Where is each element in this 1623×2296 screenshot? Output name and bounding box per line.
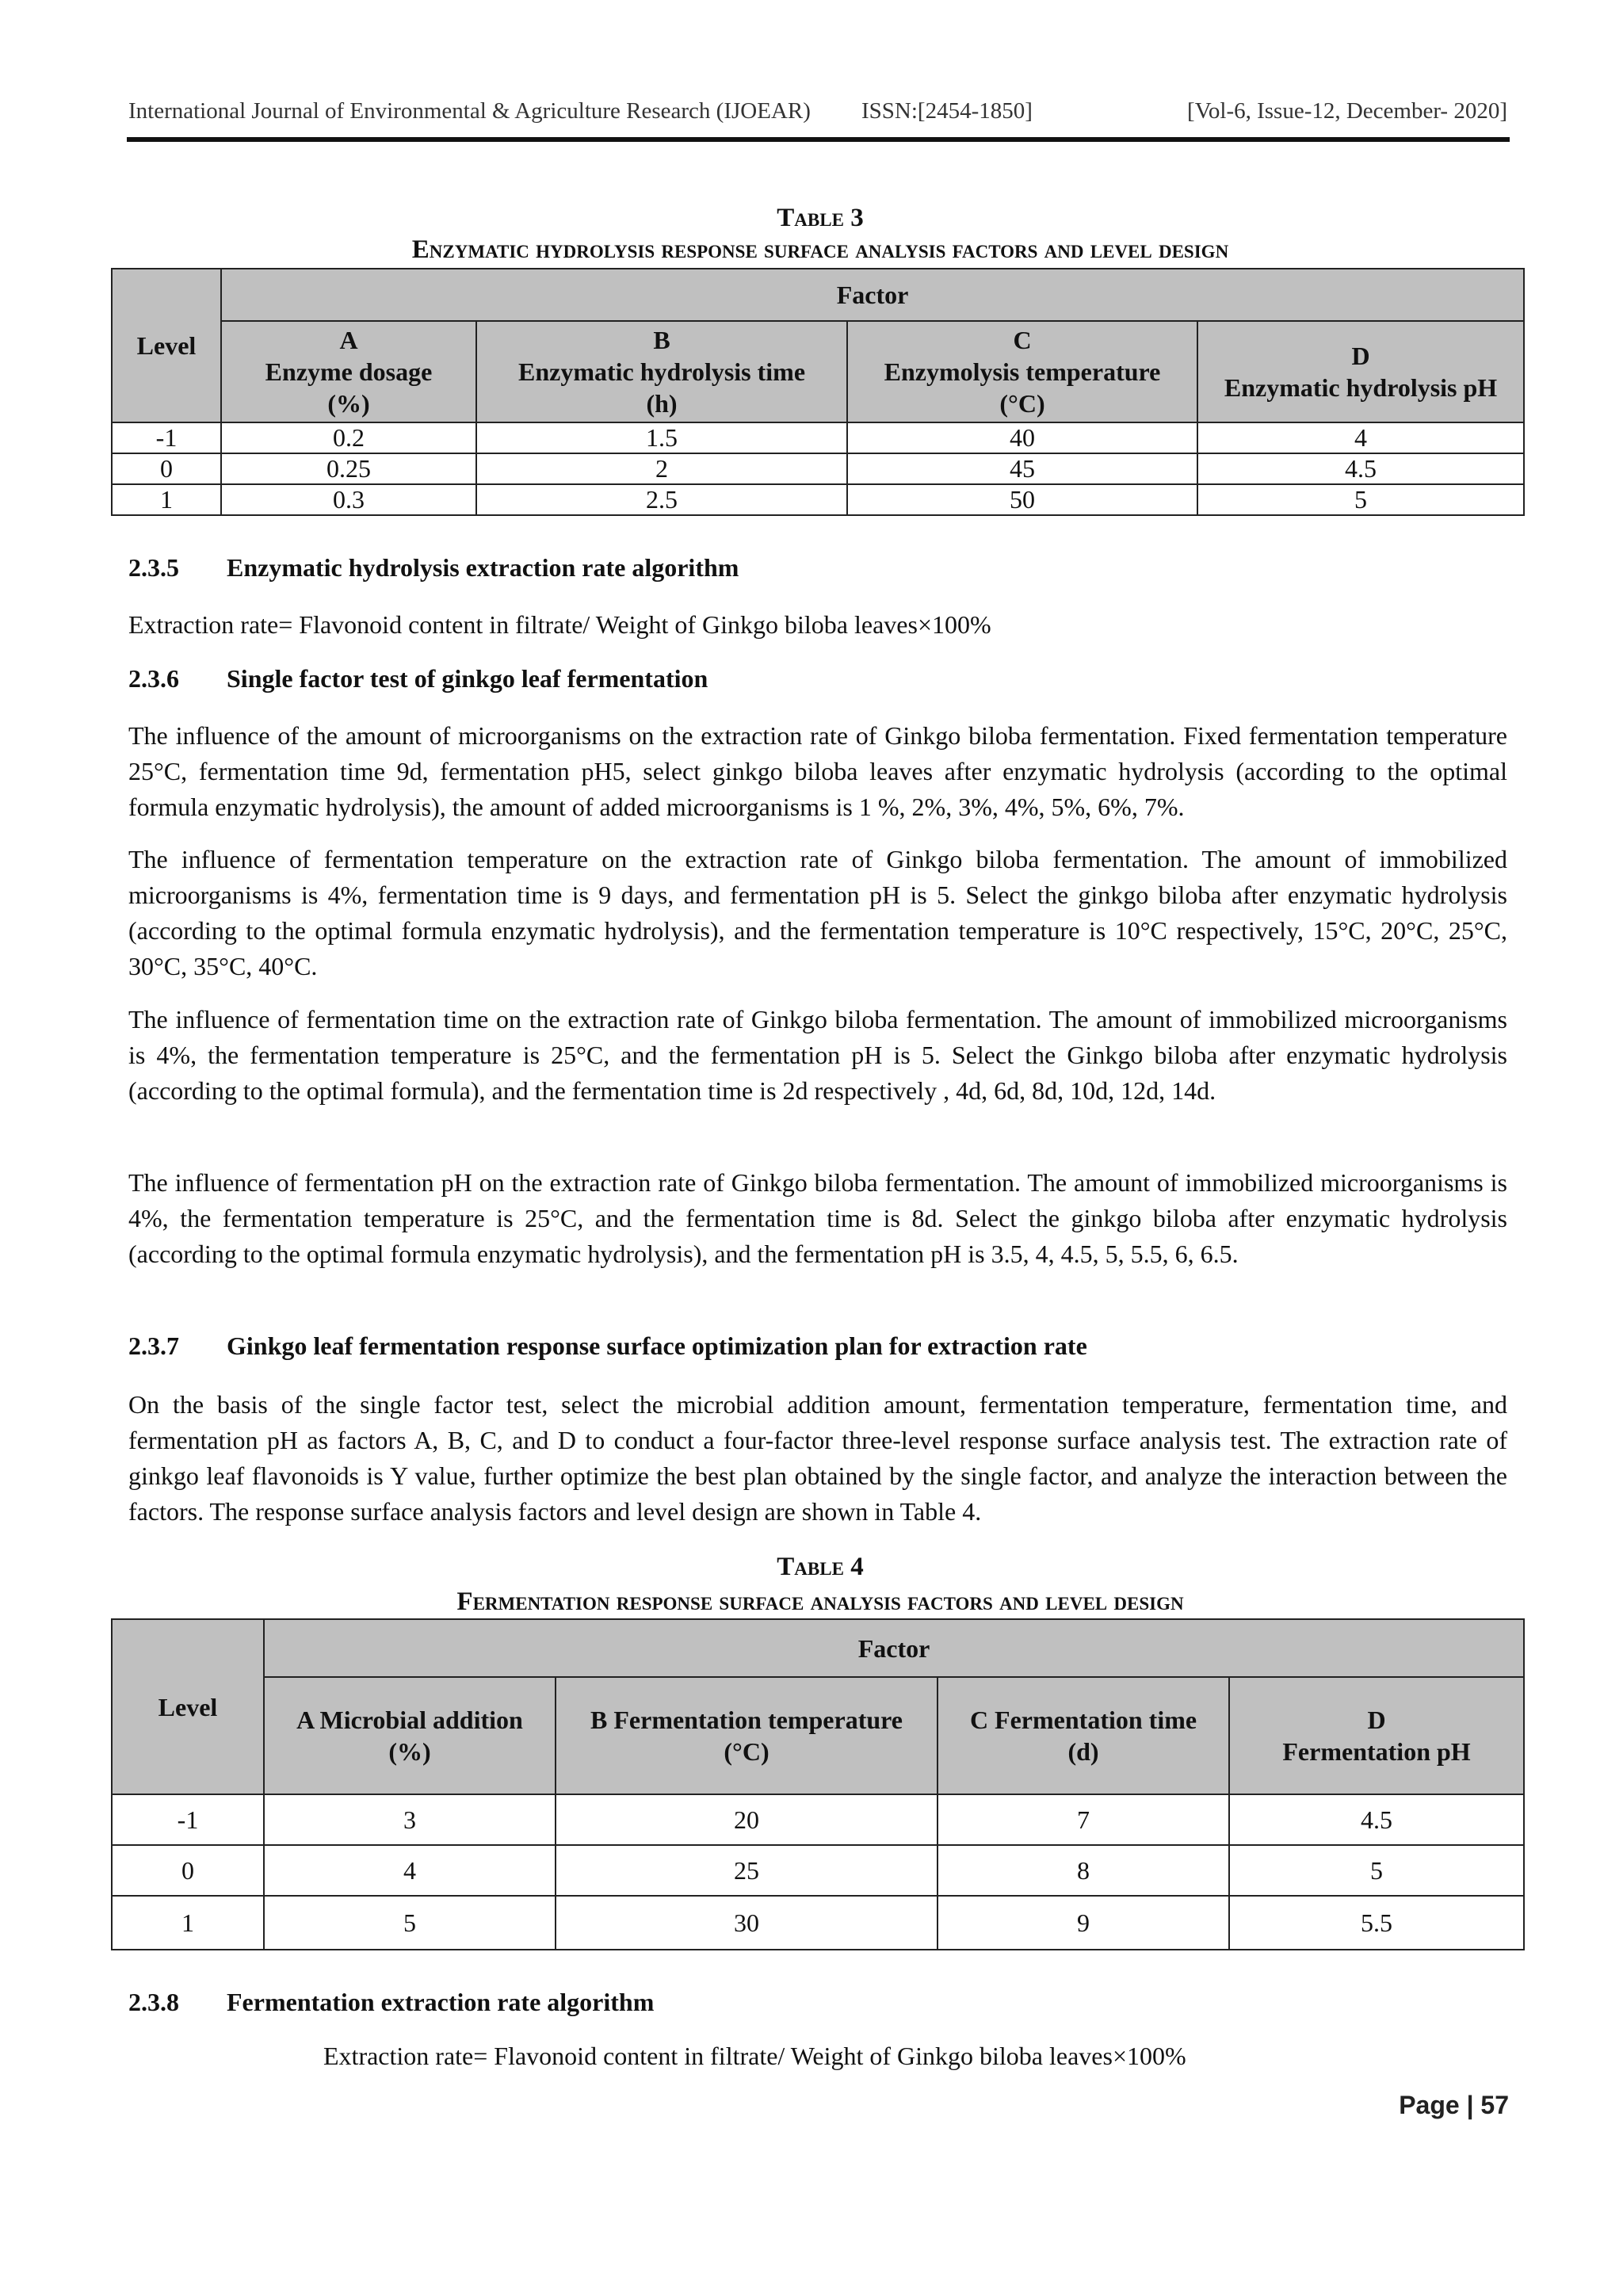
- page-number: Page | 57: [1399, 2091, 1509, 2119]
- table-cell: 1.5: [476, 422, 847, 453]
- table3-col-c: [847, 321, 1197, 422]
- col-name: A Microbial addition: [296, 1706, 523, 1734]
- table4-title: Table 4: [777, 1553, 864, 1581]
- table4-col-d: [1229, 1677, 1524, 1794]
- table-cell: 5: [1197, 484, 1524, 515]
- table-row: [112, 453, 1524, 484]
- table3: [111, 268, 1525, 516]
- table-cell: 3: [264, 1794, 556, 1845]
- issn: ISSN:[2454-1850]: [861, 98, 1033, 124]
- table4-col-a: [264, 1677, 556, 1794]
- col-letter: B: [653, 326, 670, 354]
- col-name: Enzymatic hydrolysis pH: [1224, 373, 1498, 402]
- col-name: C Fermentation time: [969, 1706, 1197, 1734]
- table-cell: 4: [264, 1845, 556, 1896]
- section-title: Enzymatic hydrolysis extraction rate algorithm: [227, 553, 739, 582]
- col-unit: (%): [388, 1737, 431, 1766]
- table-cell: 40: [847, 422, 1197, 453]
- paragraph-2: The influence of fermentation temperature on the extraction rate of Ginkgo biloba fermentation. The amount of immobilized microorganisms is 4%, fermentation time is 9 days, and fermentation pH is 5. Select the ginkgo biloba after enzymatic hydrolysis (according to the optimal formula enzymatic hydrolysis), and the fermentation temperature is 10°C respectively, 15°C, 20°C, 25°C, 30°C, 35°C, 40°C.: [128, 845, 1507, 980]
- col-unit: (d): [1067, 1737, 1099, 1766]
- level-cell: 1: [112, 1896, 264, 1950]
- table4: [111, 1618, 1525, 1950]
- col-letter: A: [339, 326, 358, 354]
- table-cell: 2.5: [476, 484, 847, 515]
- table3-title: Table 3: [777, 204, 864, 232]
- table-cell: 45: [847, 453, 1197, 484]
- paragraph-4: The influence of fermentation pH on the extraction rate of Ginkgo biloba fermentation. The amount of immobilized microorganisms is 4%, the fermentation temperature is 25°C, and the fermentation time is 8d. Select the ginkgo biloba after enzymatic hydrolysis (according to the optimal formula enzymatic hydrolysis), and the fermentation pH is 3.5, 4, 4.5, 5, 5.5, 6, 6.5.: [128, 1168, 1507, 1268]
- col-letter: C: [1013, 326, 1032, 354]
- table4-caption: Fermentation response surface analysis factors and level design: [456, 1587, 1184, 1616]
- table-cell: 4: [1197, 422, 1524, 453]
- section-number: 2.3.7: [128, 1331, 179, 1360]
- table-cell: 50: [847, 484, 1197, 515]
- section-number: 2.3.8: [128, 1988, 179, 2016]
- table-cell: 7: [938, 1794, 1229, 1845]
- table-row: [112, 422, 1524, 453]
- paragraph-1: The influence of the amount of microorganisms on the extraction rate of Ginkgo biloba fermentation. Fixed fermentation temperature 25°C, fermentation time 9d, fermentation pH5, select ginkgo biloba leaves after enzymatic hydrolysis (according to the optimal formula enzymatic hydrolysis), the amount of added microorganisms is 1 %, 2%, 3%, 4%, 5%, 6%, 7%.: [128, 721, 1507, 821]
- section-title: Fermentation extraction rate algorithm: [227, 1988, 655, 2016]
- col-unit: (°C): [724, 1737, 769, 1766]
- table-cell: 25: [556, 1845, 938, 1896]
- table-cell: 0.2: [221, 422, 476, 453]
- table-cell: 2: [476, 453, 847, 484]
- table3-factor-header: Factor: [221, 269, 1524, 321]
- level-cell: -1: [112, 422, 221, 453]
- table3-col-d: [1197, 321, 1524, 422]
- col-unit: (%): [327, 389, 370, 418]
- col-name: Enzyme dosage: [265, 357, 433, 386]
- table-cell: 5: [1229, 1845, 1524, 1896]
- table-row: [112, 1845, 1524, 1896]
- table-cell: 0.25: [221, 453, 476, 484]
- table-row: [112, 1794, 1524, 1845]
- table4-factor-header: Factor: [264, 1619, 1524, 1677]
- journal-name: International Journal of Environmental & Agriculture Research (IJOEAR): [128, 98, 811, 124]
- table3-caption: Enzymatic hydrolysis response surface analysis factors and level design: [411, 235, 1229, 264]
- table4-col-c: [938, 1677, 1229, 1794]
- col-unit: (h): [646, 389, 678, 418]
- volume-info: [Vol-6, Issue-12, December- 2020]: [1187, 98, 1507, 124]
- paragraph-3: The influence of fermentation time on the extraction rate of Ginkgo biloba fermentation. The amount of immobilized microorganisms is 4%, the fermentation temperature is 25°C, and the fermentation pH is 5. Select the Ginkgo biloba after enzymatic hydrolysis (according to the optimal formula), and the fermentation time is 2d respectively , 4d, 6d, 8d, 10d, 12d, 14d.: [128, 1005, 1507, 1105]
- table3-col-a: [221, 321, 476, 422]
- section-number: 2.3.6: [128, 664, 179, 693]
- level-cell: 0: [112, 453, 221, 484]
- table-row: [112, 484, 1524, 515]
- table4-level-header: Level: [112, 1619, 264, 1794]
- col-name: B Fermentation temperature: [590, 1706, 903, 1734]
- header-rule: [127, 137, 1510, 142]
- table3-level-header: Level: [112, 269, 221, 422]
- col-unit: (°C): [999, 389, 1045, 418]
- col-name: Enzymolysis temperature: [884, 357, 1161, 386]
- table-cell: 9: [938, 1896, 1229, 1950]
- table-row: [112, 1896, 1524, 1950]
- table3-col-b: [476, 321, 847, 422]
- table-cell: 4.5: [1197, 453, 1524, 484]
- table-cell: 0.3: [221, 484, 476, 515]
- table-cell: 5: [264, 1896, 556, 1950]
- section-title: Single factor test of ginkgo leaf fermentation: [227, 664, 708, 693]
- level-cell: 1: [112, 484, 221, 515]
- paragraph-5: On the basis of the single factor test, select the microbial addition amount, fermentation temperature, fermentation time, and fermentation pH as factors A, B, C, and D to conduct a four-factor three-level response surface analysis test. The extraction rate of ginkgo leaf flavonoids is Y value, further optimize the best plan obtained by the single factor, and analyze the interaction between the factors. The response surface analysis factors and level design are shown in Table 4.: [128, 1390, 1507, 1526]
- col-letter: D: [1351, 342, 1370, 370]
- formula-2: Extraction rate= Flavonoid content in filtrate/ Weight of Ginkgo biloba leaves×100%: [323, 2042, 1186, 2070]
- level-cell: -1: [112, 1794, 264, 1845]
- level-cell: 0: [112, 1845, 264, 1896]
- table-cell: 4.5: [1229, 1794, 1524, 1845]
- col-name: Enzymatic hydrolysis time: [517, 357, 806, 386]
- table-cell: 20: [556, 1794, 938, 1845]
- section-title: Ginkgo leaf fermentation response surface optimization plan for extraction rate: [227, 1331, 1087, 1360]
- section-number: 2.3.5: [128, 553, 179, 582]
- col-unit: Fermentation pH: [1282, 1737, 1471, 1766]
- table-cell: 8: [938, 1845, 1229, 1896]
- col-name: D: [1367, 1706, 1386, 1734]
- table-cell: 5.5: [1229, 1896, 1524, 1950]
- formula-1: Extraction rate= Flavonoid content in filtrate/ Weight of Ginkgo biloba leaves×100%: [128, 610, 991, 639]
- table-cell: 30: [556, 1896, 938, 1950]
- table4-col-b: [556, 1677, 938, 1794]
